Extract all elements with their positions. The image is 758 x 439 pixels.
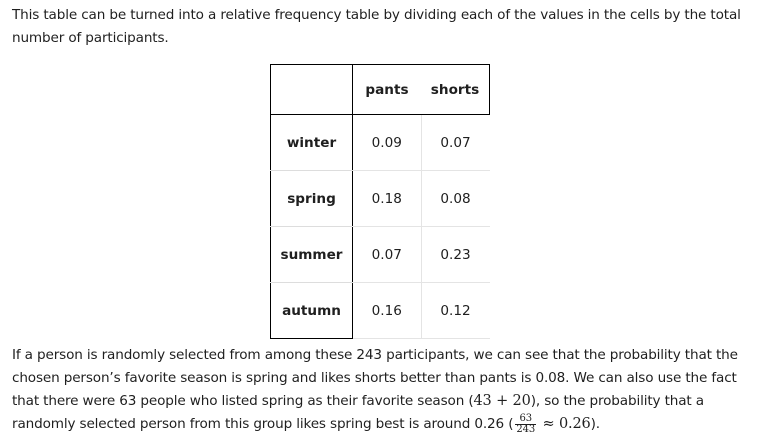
table-corner-cell	[271, 65, 353, 115]
cell-spring-shorts: 0.08	[421, 171, 490, 227]
fraction-numerator: 63	[515, 414, 536, 425]
conclusion-text-middle: ), so the probability that a randomly selected person from this group likes spring best is around 0.26 (	[12, 393, 704, 432]
column-header-shorts: shorts	[421, 65, 490, 115]
cell-autumn-shorts: 0.12	[421, 283, 490, 339]
relative-frequency-table	[270, 64, 490, 339]
fraction	[515, 414, 536, 435]
conclusion-text-start: If a person is randomly selected from among these 243 participants, we can see that the probability that the chosen person’s favorite season is spring and likes shorts better than pants is 0.08. We can also use the fact that there were 63 people who listed spring as their favorite season (	[12, 347, 738, 409]
cell-autumn-pants: 0.16	[353, 283, 422, 339]
approx-expression: ≈ 0.26	[538, 416, 591, 432]
conclusion-paragraph	[12, 344, 750, 436]
cell-winter-pants: 0.09	[353, 115, 422, 171]
column-header-pants: pants	[353, 65, 422, 115]
cell-winter-shorts: 0.07	[421, 115, 490, 171]
intro-paragraph: This table can be turned into a relative frequency table by dividing each of the values in the cells by the total number of participants.	[12, 7, 741, 46]
row-header-winter: winter	[271, 115, 353, 171]
table-row	[271, 171, 490, 227]
fraction-denominator: 243	[516, 423, 536, 435]
table-row	[271, 227, 490, 283]
cell-spring-pants: 0.18	[353, 171, 422, 227]
row-header-spring: spring	[271, 171, 353, 227]
table-header-row	[271, 65, 490, 115]
row-header-summer: summer	[271, 227, 353, 283]
sum-expression: 43 + 20	[473, 393, 531, 409]
table-row	[271, 283, 490, 339]
table-row	[271, 115, 490, 171]
conclusion-text-end: ).	[590, 416, 600, 432]
cell-summer-pants: 0.07	[353, 227, 422, 283]
cell-summer-shorts: 0.23	[421, 227, 490, 283]
row-header-autumn: autumn	[271, 283, 353, 339]
